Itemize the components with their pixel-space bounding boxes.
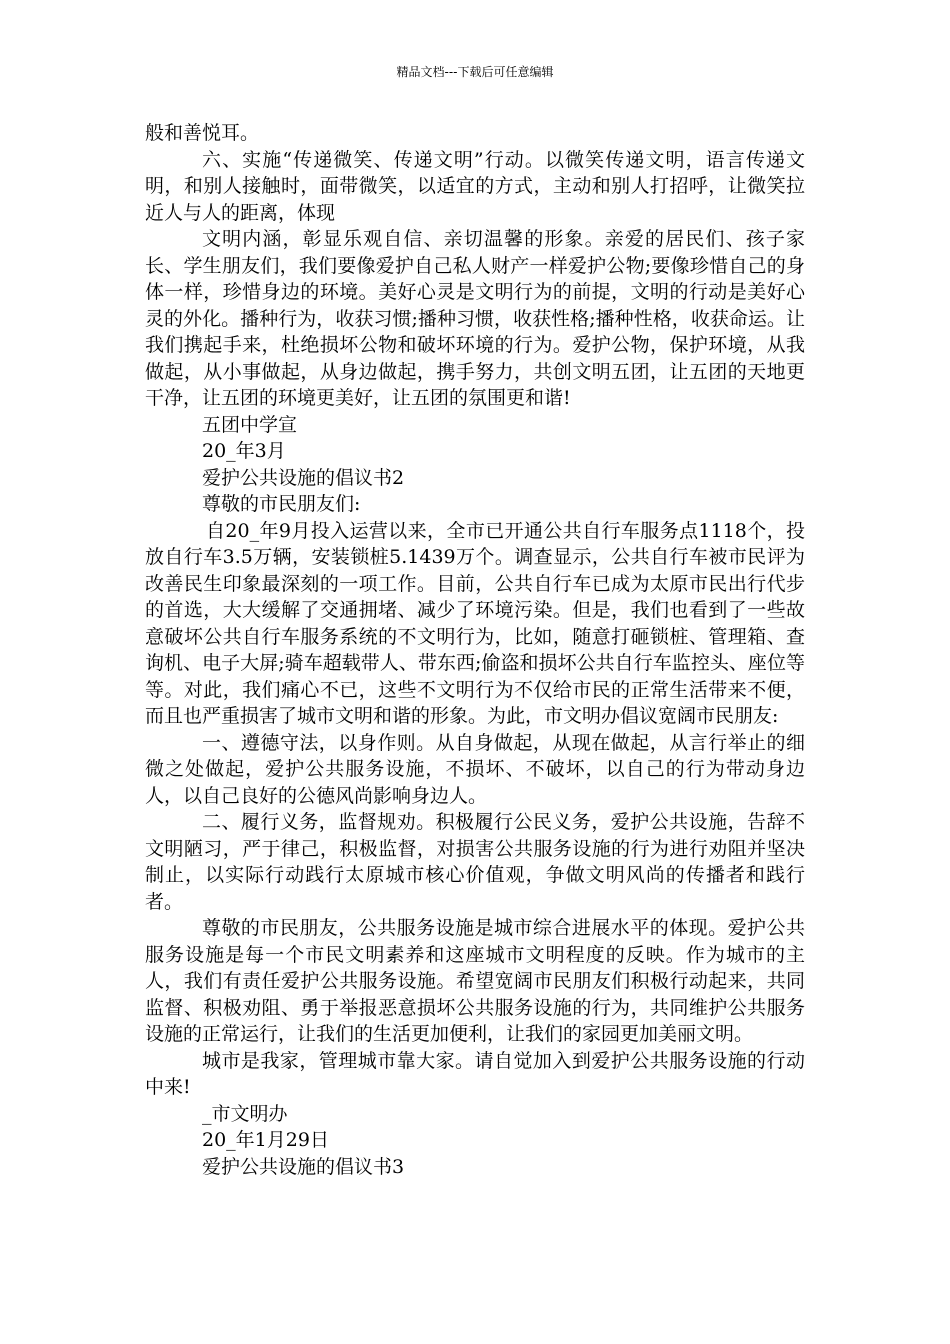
paragraph-point-one: 一、遵德守法，以身作则。从自身做起，从现在做起，从言行举止的细微之处做起，爱护公共服务设施，不损坏、不破坏，以自己的行为带动身边人，以自己良好的公德风尚影响身边人。: [145, 731, 805, 807]
paragraph-continuation: 般和善悦耳。: [145, 122, 260, 144]
paragraph-appeal: 尊敬的市民朋友，公共服务设施是城市综合进展水平的体现。爱护公共服务设施是每一个市民文明素养和这座城市文明程度的反映。作为城市的主人，我们有责任爱护公共服务设施。希望宽阔市民朋友们积极行动起来，共同监督、积极劝阻、勇于举报恶意损坏公共服务设施的行为，共同维护公共服务设施的正常运行，让我们的生活更加便利，让我们的家园更加美丽文明。: [145, 917, 805, 1045]
salutation: 尊敬的市民朋友们:: [202, 493, 361, 515]
signature-date-1: 20_年3月: [202, 440, 286, 462]
signature-school: 五团中学宣: [202, 413, 298, 436]
paragraph-section-six: 六、实施“传递微笑、传递文明”行动。以微笑传递文明，语言传递文明，和别人接触时，面带微笑，以适宜的方式，主动和别人打招呼，让微笑拉近人与人的距离，体现: [145, 148, 805, 224]
paragraph-closing: 城市是我家，管理城市靠大家。请自觉加入到爱护公共服务设施的行动中来!: [145, 1049, 805, 1098]
page-header: 精品文档---下载后可任意编辑: [396, 65, 554, 79]
paragraph-civility-appeal: 文明内涵，彰显乐观自信、亲切温馨的形象。亲爱的居民们、孩子家长、学生朋友们，我们要像爱护自己私人财产一样爱护公物;要像珍惜自己的身体一样，珍惜身边的环境。美好心灵是文明行为的前提，文明的行动是美好心灵的外化。播种行为，收获习惯;播种习惯，收获性格;播种性格，收获命运。让我们携起手来，杜绝损坏公物和破坏环境的行为。爱护公物，保护环境，从我做起，从小事做起，从身边做起，携手努力，共创文明五团，让五团的天地更干净，让五团的环境更美好，让五团的氛围更和谐!: [145, 228, 805, 409]
document-body: [145, 120, 805, 1180]
section-title-3: 爱护公共设施的倡议书3: [202, 1155, 405, 1178]
paragraph-bike-intro: 自20_年9月投入运营以来，全市已开通公共自行车服务点1118个，投放自行车3.5万辆，安装锁桩5.1439万个。调查显示，公共自行车被市民评为改善民生印象最深刻的一项工作。目前，公共自行车已成为太原市民出行代步的首选，大大缓解了交通拥堵、减少了环境污染。但是，我们也看到了一些故意破坏公共自行车服务系统的不文明行为，比如，随意打砸锁桩、管理箱、查询机、电子大屏;骑车超载带人、带东西;偷盗和损坏公共自行车监控头、座位等等。对此，我们痛心不已，这些不文明行为不仅给市民的正常生活带来不便，而且也严重损害了城市文明和谐的形象。为此，市文明办倡议宽阔市民朋友:: [145, 519, 805, 727]
signature-office: _市文明办: [202, 1102, 288, 1125]
paragraph-point-two: 二、履行义务，监督规劝。积极履行公民义务，爱护公共设施，告辞不文明陋习，严于律己，积极监督，对损害公共服务设施的行为进行劝阻并坚决制止，以实际行动践行太原城市核心价值观，争做文明风尚的传播者和践行者。: [145, 811, 805, 913]
signature-date-2: 20_年1月29日: [202, 1129, 329, 1151]
section-title-2: 爱护公共设施的倡议书2: [202, 466, 405, 489]
